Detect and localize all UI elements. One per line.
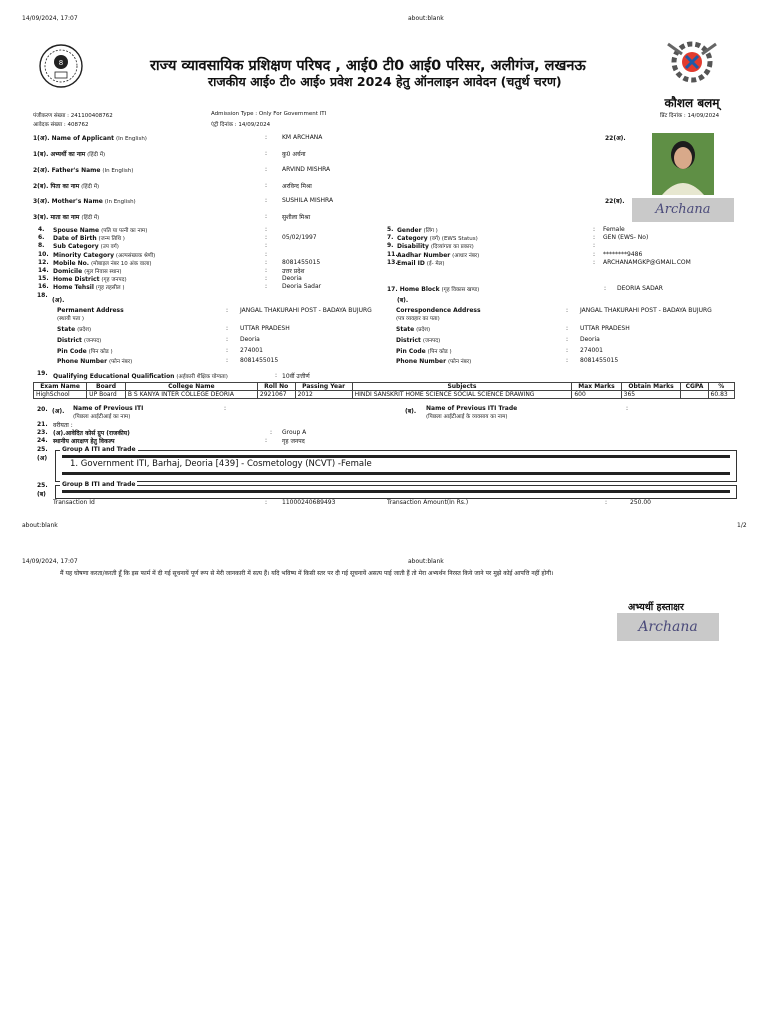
detail-value: ARCHANAMGKP@GMAIL.COM [603, 258, 691, 266]
table-cell: 60.83 [708, 391, 734, 399]
table-header: Subjects [352, 383, 572, 391]
print-date: प्रिंट दिनांक : 14/09/2024 [660, 113, 720, 119]
applicant-name-label: 1(अ). Name of Applicant (In English) [33, 135, 147, 142]
print-url: about:blank [408, 15, 444, 22]
table-header: Board [87, 383, 126, 391]
correspondence-address-value: JANGAL THAKURAHI POST - BADAYA BUJURG [580, 307, 712, 314]
detail-num: 5. [387, 226, 394, 233]
table-cell: 2012 [295, 391, 352, 399]
admission-type: Admission Type : Only For Government ITI [211, 111, 327, 117]
page2-url: about:blank [408, 558, 444, 565]
row25b-num: 25. [37, 482, 48, 489]
row20-num: 20. [37, 406, 48, 413]
transaction-amount-label: Transaction Amount(In Rs.) [387, 499, 469, 506]
table-cell [681, 391, 708, 399]
group-b-title: Group B ITI and Trade [62, 481, 136, 488]
detail-num: 4. [38, 226, 45, 233]
detail-label: Email ID (ई- मेल) [397, 259, 445, 267]
detail-label: Aadhar Number (आधार नंबर) [397, 251, 480, 259]
education-table [33, 382, 735, 399]
detail-value: 8081455015 [282, 258, 321, 266]
father-name-label: 2(अ). Father's Name (In English) [33, 167, 134, 174]
detail-num: 9. [387, 242, 394, 250]
table-cell: UP Board [87, 391, 126, 399]
row20-tag: (अ). [52, 408, 65, 415]
entry-date: एंट्री दिनांक : 14/09/2024 [211, 122, 271, 128]
preference-label: वरीयता : [53, 422, 73, 429]
address-right-tag: (ब). [397, 297, 409, 304]
registration-number: पंजीकरण संख्या : 241100408762 [33, 113, 113, 119]
table-header: % [708, 383, 734, 391]
detail-label: Category (वर्ग) (EWS Status) [397, 235, 478, 243]
detail-label: Mobile No. (मोबाइल नंबर 10 अंक वाला) [53, 259, 152, 267]
corr-state-value: UTTAR PRADESH [580, 325, 630, 332]
previous-trade-label: Name of Previous ITI Trade (पिछला आईटीआई के व्यवसाय का नाम) [426, 405, 518, 420]
detail-value: उत्तर प्रदेश [282, 268, 305, 275]
signature-label: 22(ब). [605, 198, 625, 205]
detail-num: 14. [38, 267, 49, 274]
detail-label: Home District (गृह जनपद) [53, 276, 127, 284]
table-header: Passing Year [295, 383, 352, 391]
skill-india-logo [648, 36, 736, 110]
detail-value: Deoria Sadar [282, 283, 322, 291]
applicant-name-value: KM ARCHANA [282, 134, 323, 141]
father-name-value: ARVIND MISHRA [282, 166, 331, 173]
father-name-hindi-value: अरविन्द मिश्रा [282, 183, 312, 190]
transaction-amount-value: 250.00 [630, 499, 651, 506]
person-icon [652, 133, 714, 195]
candidate-signature: Archana [617, 613, 719, 641]
transaction-id-value: 11000240689493 [282, 499, 336, 506]
applicant-name-hindi-value: कु0 अर्चना [282, 151, 306, 158]
corr-phone-label: Phone Number (फोन नंबर) [396, 358, 472, 365]
perm-phone-value: 8081455015 [240, 357, 279, 364]
qualification-value: 10वीं उत्तीर्ण [282, 373, 310, 380]
mother-name-hindi-label: 3(ब). माता का नाम (हिंदी में) [33, 214, 100, 221]
table-cell: HighSchool [34, 391, 87, 399]
page-subtitle: राजकीय आई० टी० आई० प्रवेश 2024 हेतु ऑनलाइन आवेदन (चतुर्थ चरण) [208, 74, 562, 89]
detail-label: Date of Birth (जन्म तिथि ) [53, 235, 125, 243]
corr-district-value: Deoria [580, 336, 600, 343]
gear-icon [648, 36, 736, 90]
applicant-name-hindi-label: 1(ब). अभ्यर्थी का नाम (हिंदी में) [33, 151, 106, 158]
table-header: Max Marks [572, 383, 621, 391]
mother-name-label: 3(अ). Mother's Name (In English) [33, 198, 136, 205]
table-header: CGPA [681, 383, 708, 391]
group-a-item: 1. Government ITI, Barhaj, Deoria [439] - Cosmetology (NCVT) -Female [70, 459, 372, 469]
logo-caption: कौशल बलम् [664, 96, 720, 110]
applicant-signature: Archana [632, 198, 734, 222]
svg-text:8: 8 [58, 59, 64, 67]
perm-pin-value: 274001 [240, 347, 263, 354]
corr-pin-value: 274001 [580, 347, 603, 354]
course-group-value: Group A [282, 429, 307, 436]
candidate-signature-label: अभ्यर्थी हस्ताक्षर [628, 602, 684, 613]
corr-phone-value: 8081455015 [580, 357, 619, 364]
mother-name-value: SUSHILA MISHRA [282, 197, 334, 204]
table-cell: 365 [621, 391, 681, 399]
mother-name-hindi-value: सुशीला मिश्रा [282, 214, 311, 221]
detail-value: 05/02/1997 [282, 234, 317, 242]
corr-district-label: District (जनपद) [396, 337, 441, 344]
emblem-logo [38, 40, 84, 92]
footer-url: about:blank [22, 522, 58, 529]
detail-num: 11. [387, 250, 398, 258]
applicant-number: आवेदक संख्या : 408762 [33, 122, 89, 128]
table-row [34, 391, 735, 399]
table-header: Obtain Marks [621, 383, 681, 391]
corr-state-label: State (प्रदेश) [396, 326, 431, 333]
table-cell: B S KANYA INTER COLLEGE DEORIA [125, 391, 257, 399]
detail-label: Sub Category (उप वर्ग) [53, 243, 119, 251]
print-datetime: 14/09/2024, 17:07 [22, 15, 78, 22]
page-title: राज्य व्यावसायिक प्रशिक्षण परिषद , आई0 टी0 आई0 परिसर, अलीगंज, लखनऊ [150, 58, 586, 74]
previous-iti-label: Name of Previous ITI (पिछला आईटीआई का नाम) [73, 405, 144, 420]
table-header: Roll No [257, 383, 295, 391]
permanent-address-value: JANGAL THAKURAHI POST - BADAYA BUJURG [240, 307, 372, 314]
detail-value: Female [603, 226, 625, 233]
detail-label: Disability (दिव्यांगता का प्रकार) [397, 243, 474, 251]
row23-num: 23. [37, 429, 48, 436]
transaction-id-label: Transaction Id [53, 499, 95, 506]
table-header: Exam Name [34, 383, 87, 391]
perm-phone-label: Phone Number (फोन नंबर) [57, 358, 133, 365]
permanent-address-label: Permanent Address (स्थायी पता ) [57, 307, 124, 322]
address-num: 18. [37, 292, 48, 299]
detail-num: 13. [387, 258, 398, 266]
table-cell: 2921067 [257, 391, 295, 399]
row25a-tag: (अ) [37, 455, 48, 462]
row21-num: 21. [37, 421, 48, 428]
detail-num: 6. [38, 234, 45, 242]
detail-label: Domicile (मूल निवास स्थान) [53, 268, 122, 275]
detail-value: Deoria [282, 275, 302, 283]
page2-datetime: 14/09/2024, 17:07 [22, 558, 78, 565]
page-number: 1/2 [737, 522, 747, 529]
row25a-num: 25. [37, 446, 48, 453]
detail-num: 10. [38, 250, 49, 258]
photo-label: 22(अ). [605, 135, 626, 142]
detail-num: 15. [38, 275, 49, 283]
table-cell: 600 [572, 391, 621, 399]
perm-district-value: Deoria [240, 336, 260, 343]
home-block-value: DEORIA SADAR [617, 285, 663, 292]
detail-value: GEN (EWS- No) [603, 234, 649, 242]
declaration-text: मैं यह घोषणा करता/करती हूँ कि इस फार्म में दी गई सूचनायें पूर्ण रूप से मेरी जानकारी में सत्य हैं। यदि भविष्य में किसी स्तर पर दी गई सूचनायें असत्य पाई जाती हैं तो मेरा अभ्यर्थन निरस्त किये जाने पर मुझे कोई आपत्ति नहीं होगी। [60, 570, 554, 577]
local-reservation-label: स्थानीय आरक्षण हेतु विकल्प [53, 438, 115, 445]
address-left-tag: (अ). [52, 297, 65, 304]
perm-state-label: State (प्रदेश) [57, 326, 92, 333]
detail-label: Minority Category (अल्पसंख्यक श्रेणी) [53, 251, 156, 259]
local-reservation-value: गृह जनपद [282, 438, 305, 445]
detail-num: 7. [387, 234, 394, 242]
group-a-title: Group A ITI and Trade [62, 446, 136, 453]
applicant-photo [652, 133, 714, 195]
row24-num: 24. [37, 437, 48, 444]
detail-num: 12. [38, 258, 49, 266]
detail-label: Gender (लिंग ) [397, 227, 438, 234]
corr-pin-label: Pin Code (पिन कोड ) [396, 348, 452, 355]
detail-value: ********9486 [603, 250, 643, 258]
qualification-label: Qualifying Educational Qualification (अर्हकारी शैक्षिक योग्यता) [53, 373, 228, 380]
father-name-hindi-label: 2(ब). पिता का नाम (हिंदी में) [33, 183, 100, 190]
detail-label: Spouse Name (पति या पत्नी का नाम) [53, 227, 148, 234]
row20b-tag: (ब). [405, 408, 417, 415]
detail-num: 16. [38, 283, 49, 291]
detail-label: Home Tehsil (गृह तहसील ) [53, 284, 125, 292]
perm-pin-label: Pin Code (पिन कोड ) [57, 348, 113, 355]
detail-num: 8. [38, 242, 45, 250]
table-header: College Name [125, 383, 257, 391]
course-group-label: (अ).आवेदित कोर्स ग्रुप (राजकीय) [53, 430, 130, 437]
perm-state-value: UTTAR PRADESH [240, 325, 290, 332]
correspondence-address-label: Correspondence Address (पत्र व्यवहार का पता) [396, 307, 481, 322]
table-cell: HINDI SANSKRIT HOME SCIENCE SOCIAL SCIENCE DRAWING [352, 391, 572, 399]
perm-district-label: District (जनपद) [57, 337, 102, 344]
row25b-tag: (ब) [37, 491, 46, 498]
home-block-label: 17. Home Block (गृह विकास खण्ड) [387, 286, 480, 293]
qualification-num: 19. [37, 370, 48, 377]
